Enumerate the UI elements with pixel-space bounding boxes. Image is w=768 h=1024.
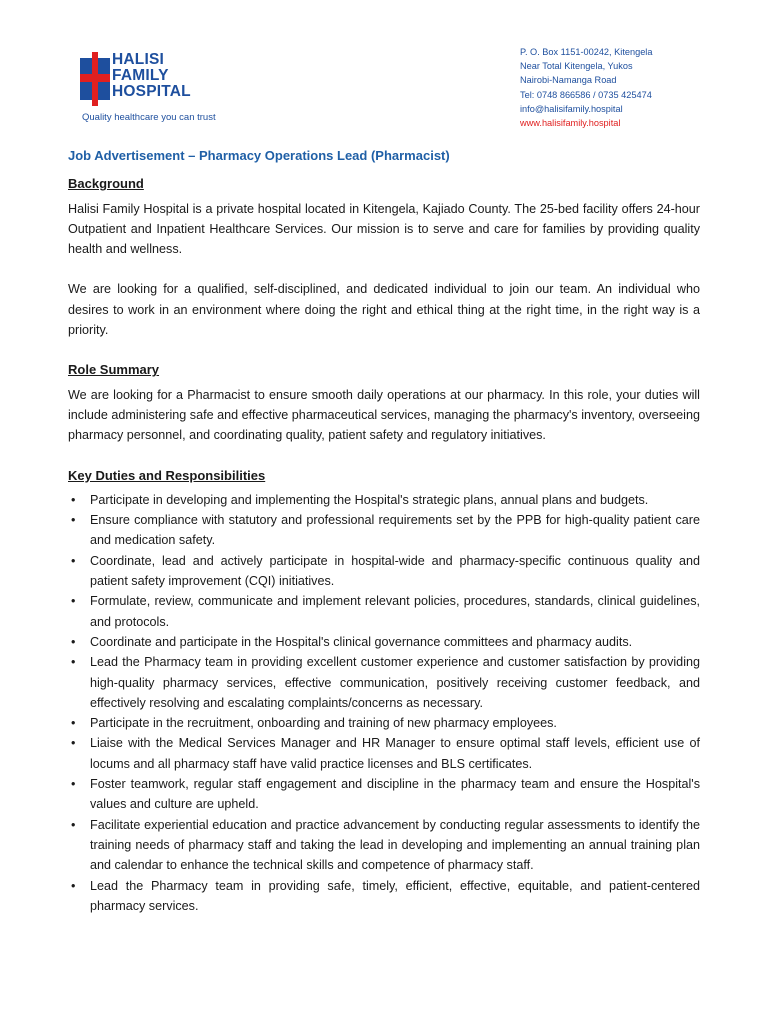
list-item: • Liaise with the Medical Services Manager and HR Manager to ensure optimal staff levels, efficient use of locums and all pharmacy staff have valid practice licenses and BLS certificates. — [68, 733, 700, 774]
list-item: • Formulate, review, communicate and implement relevant policies, procedures, standards, clinical guidelines, and protocols. — [68, 591, 700, 632]
list-item: • Participate in developing and implementing the Hospital's strategic plans, annual plans and budgets. — [68, 490, 700, 510]
list-item: • Lead the Pharmacy team in providing excellent customer experience and customer satisfaction by providing high-quality pharmacy services, effective communication, positively receiving customer feedback, and effectively resolving and escalating complaints/concerns as necessary. — [68, 652, 700, 713]
background-heading: Background — [68, 176, 144, 192]
list-item: • Participate in the recruitment, onboarding and training of new pharmacy employees. — [68, 713, 700, 733]
list-item: • Facilitate experiential education and practice advancement by conducting regular assessments to identify the training needs of pharmacy staff and taking the lead in developing and implementing an annual training plan and calendar to enhance the technical skills and competence of pharmacy staff. — [68, 815, 700, 876]
email-link[interactable]: info@halisifamily.hospital — [520, 103, 623, 114]
logo-line: HALISI — [112, 51, 165, 68]
role-summary-heading: Role Summary — [68, 362, 160, 378]
list-item: • Coordinate and participate in the Hospital's clinical governance committees and pharmacy audits. — [68, 632, 700, 652]
document-body — [68, 146, 700, 916]
address-line: P. O. Box 1151-00242, Kitengela — [520, 47, 653, 57]
address-line: Nairobi-Namanga Road — [520, 75, 617, 86]
hospital-logo — [80, 52, 250, 128]
background-paragraph: We are looking for a qualified, self-disciplined, and dedicated individual to join our team. An individual who desires to work in an environment where doing the right and ethical thing at the right time, in the right way is a priority. — [68, 282, 700, 338]
logo-line: HOSPITAL — [112, 83, 191, 100]
list-item: • Lead the Pharmacy team in providing safe, timely, efficient, effective, equitable, and patient-centered pharmacy services. — [68, 876, 700, 917]
website-link[interactable]: www.halisifamily.hospital — [520, 118, 621, 129]
duties-heading: Key Duties and Responsibilities — [68, 467, 266, 483]
list-item: • Coordinate, lead and actively participate in hospital-wide and pharmacy-specific continuous quality and patient safety improvement (CQI) initiatives. — [68, 551, 700, 592]
role-summary-paragraph: We are looking for a Pharmacist to ensure smooth daily operations at our pharmacy. In this role, your duties will include administering safe and effective pharmaceutical services, managing the pharmacy's inventory, overseeing pharmacy personnel, and coordinating quality, patient safety and regulatory initiatives. — [68, 387, 700, 443]
job-title: Job Advertisement – Pharmacy Operations Lead (Pharmacist) — [68, 148, 450, 163]
contact-address-block — [520, 45, 750, 130]
logo-tagline: Quality healthcare you can trust — [82, 112, 216, 123]
phone-line: Tel: 0748 866586 / 0735 425474 — [520, 89, 652, 100]
duties-list — [68, 490, 700, 916]
hospital-name — [112, 52, 191, 100]
background-paragraph: Halisi Family Hospital is a private hospital located in Kitengela, Kajiado County. The 25-bed facility offers 24-hour Outpatient and Inpatient Healthcare Services. Our mission is to serve and care for families by providing quality health and wellness. — [68, 201, 700, 257]
logo-line: FAMILY — [112, 67, 169, 84]
list-item: • Ensure compliance with statutory and professional requirements set by the PPB for high-quality patient care and medication safety. — [68, 510, 700, 551]
address-line: Near Total Kitengela, Yukos — [520, 61, 633, 72]
list-item: • Foster teamwork, regular staff engagement and discipline in the pharmacy team and ensure the Hospital's values and culture are upheld. — [68, 774, 700, 815]
medical-cross-icon — [80, 52, 110, 106]
